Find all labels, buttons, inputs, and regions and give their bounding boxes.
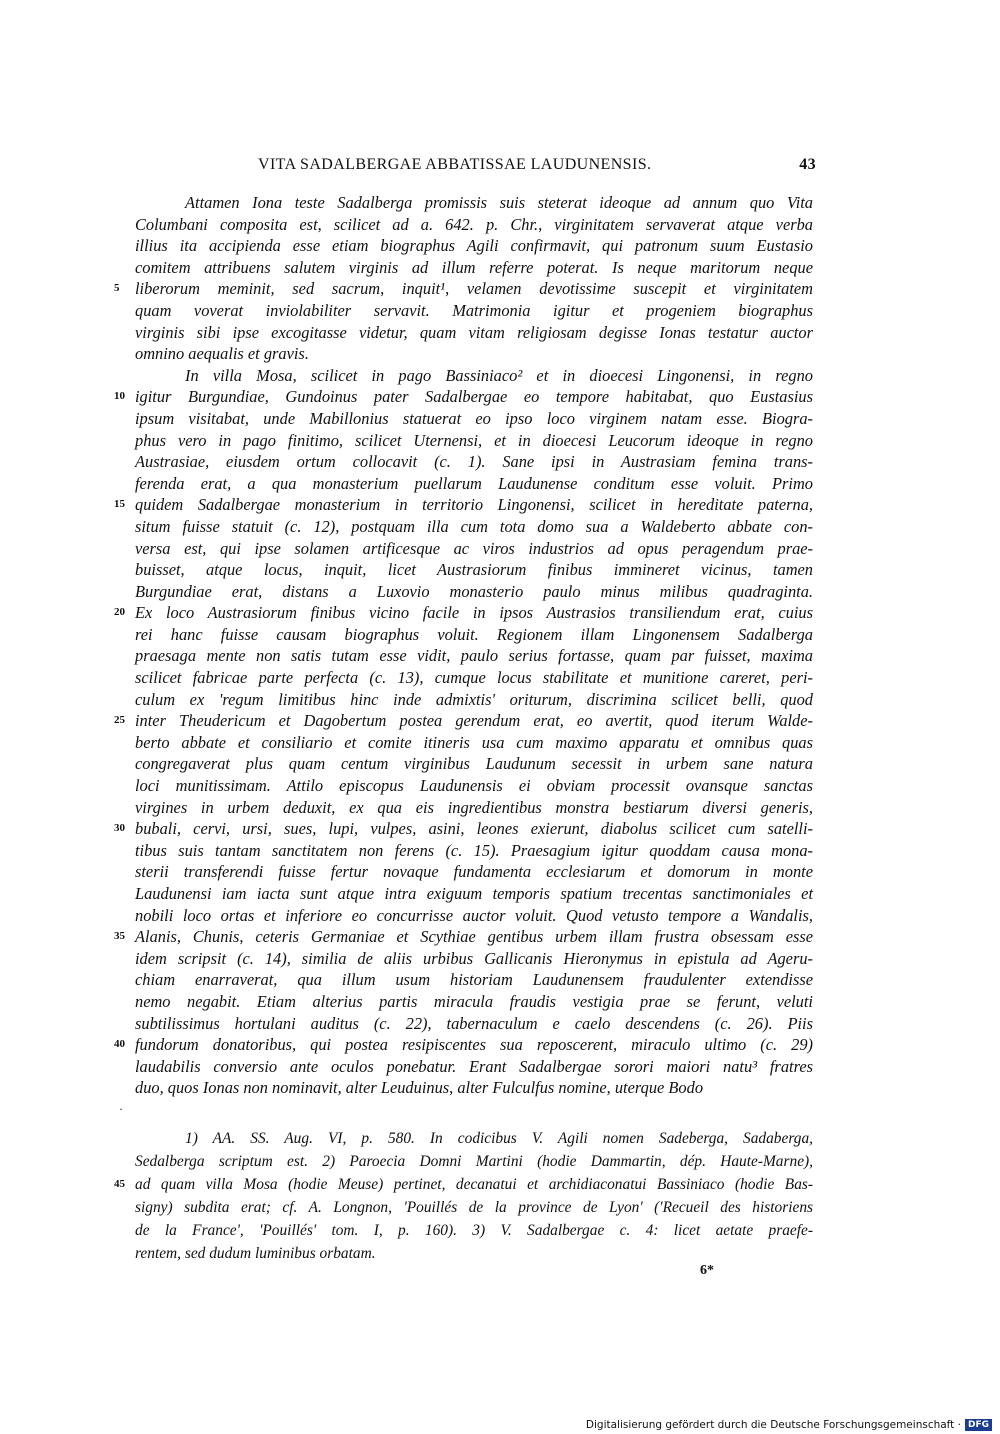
line-text: nemo negabit. Etiam alterius partis miracula fraudis vestigia prae se ferunt, veluti [135,991,813,1011]
line-text: ipsum visitabat, unde Mabillonius statuerat eo ipso loco virginem natam esse. Biogra- [135,408,813,428]
line-text: buisset, atque locus, inquit, licet Austrasiorum finibus immineret vicinus, tamen [135,560,813,580]
line-text: duo, quos Ionas non nominavit, alter Leuduinus, alter Fulculfus nomine, uterque Bodo [135,1078,704,1098]
text-line [135,430,813,452]
line-number: 25 [114,714,125,727]
line-text: loci munitissimam. Attilo episcopus Laudunensis ei obviam processit ovansque sanctas [135,776,813,796]
line-text: 1) AA. SS. Aug. VI, p. 580. In codicibus V. Agili nomen Sadeberga, Sadaberga, [185,1130,813,1147]
line-text: phus vero in pago finitimo, scilicet Uternensi, et in dioecesi Leucorum ideoque in regno [135,430,813,450]
text-line [135,451,813,473]
text-line [114,710,813,732]
line-text: Burgundiae erat, distans a Luxovio monasterio paulo minus milibus quadraginta. [135,581,813,601]
line-text: congregaverat plus quam centum virginibus Laudunum secessit in urbem sane natura [135,754,813,774]
line-text: fundorum donatoribus, qui postea resipiscentes sua reposcerent, miraculo ultimo (c. 29) [135,1035,813,1055]
text-line [114,1034,813,1056]
footnotes [114,1127,813,1265]
line-text: chiam enarraverat, qua illum usum historiam Laudunensem fraudulenter extendisse [135,970,813,990]
line-text: Sedalberga scriptum est. 2) Paroecia Domni Martini (hodie Dammartin, dép. Haute-Marne), [135,1153,813,1170]
text-line [135,1013,813,1035]
text-line [135,753,813,775]
line-text: rei hanc fuisse causam biographus voluit. Regionem illam Lingonensem Sadalberga [135,624,813,644]
text-line [135,883,813,905]
line-text: virginis sibi ipse excogitasse videtur, quam vitam religiosam degisse Ionas testatur auctor [135,322,813,342]
page-number: 43 [799,156,816,173]
line-text: praesaga mente non satis tutam esse vidit, paulo serius fortasse, quam par fuisset, maxima [135,646,813,666]
text-line [135,861,813,883]
running-header [258,156,816,180]
line-text: bubali, cervi, ursi, sues, lupi, vulpes, asini, leones exierunt, diabolus scilicet cum satelli- [135,819,813,839]
line-text: scilicet fabricae parte perfecta (c. 13), cumque locus stabilitate et munitione careret, peri- [135,668,813,688]
line-text: rentem, sed dudum luminibus orbatam. [135,1245,376,1262]
line-text: berto abbate et consiliario et comite itineris usa cum maximo apparatu et omnibus quas [135,732,813,752]
text-line [135,948,813,970]
text-line [135,192,813,214]
line-text: quam voverat inviolabiliter servavit. Matrimonia igitur et progeniem biographus [135,300,813,320]
text-line [135,1056,813,1078]
text-line [114,278,813,300]
text-line [114,494,813,516]
main-text [114,192,813,1099]
line-text: Alanis, Chunis, ceteris Germaniae et Scythiae gentibus urbem illam frustra obsessam esse [135,927,813,947]
line-text: laudabilis conversio ante oculos ponebatur. Erant Sadalbergae sorori maiori natu³ fratres [135,1056,813,1076]
footnote-line [135,1127,813,1150]
dfg-logo: DFG [965,1419,992,1431]
text-line [135,1077,813,1099]
text-line [114,386,813,408]
line-text: In villa Mosa, scilicet in pago Bassiniaco² et in dioecesi Lingonensi, in regno [185,365,813,385]
line-text: comitem attribuens salutem virginis ad illum referre poterat. Is neque maritorum neque [135,257,813,277]
footnote-line [114,1173,813,1196]
text-line [135,322,813,344]
text-line [114,926,813,948]
line-text: virgines in urbem deduxit, ex qua eis ingredientibus monstra bestiarum diversi generis, [135,797,813,817]
line-text: omnino aequalis et gravis. [135,344,309,364]
line-number: 5 [114,282,120,295]
digitization-credit [586,1418,992,1432]
text-line [135,516,813,538]
text-line [135,214,813,236]
line-number: 45 [114,1178,125,1190]
line-text: sterii transferendi fuisse fertur novaque fundamenta ecclesiarum et domorum in monte [135,862,813,882]
line-text: ferenda erat, a qua monasterium puellarum Laudunense conditum esse voluit. Primo [135,473,813,493]
line-text: inter Theudericum et Dagobertum postea gerendum erat, eo avertit, quod iterum Walde- [135,711,813,731]
text-line [135,235,813,257]
footnote-line [135,1196,813,1219]
text-line [135,905,813,927]
text-line [135,538,813,560]
line-text: Attamen Iona teste Sadalberga promissis suis steterat ideoque ad annum quo Vita [185,193,813,212]
text-line [135,624,813,646]
line-text: nobili loco ortas et inferiore eo concurrisse auctor voluit. Quod vetusto tempore a Wandalis, [135,905,813,925]
line-number: 40 [114,1038,125,1051]
line-text: idem scripsit (c. 14), similia de aliis urbibus Gallicanis Hieronymus in epistula ad Ageru- [135,948,813,968]
text-line [135,840,813,862]
footnote-line [135,1150,813,1173]
line-number: 35 [114,930,125,943]
line-text: ad quam villa Mosa (hodie Meuse) pertinet, decanatui et archidiaconatui Bassiniaco (hodie Bas- [135,1176,813,1193]
text-line [135,775,813,797]
line-number: 15 [114,498,125,511]
line-text: situm fuisse statuit (c. 12), postquam illa cum tota domo sua a Waldeberto abbate con- [135,516,813,536]
line-text: quidem Sadalbergae monasterium in territorio Lingonensi, scilicet in hereditate paterna, [135,495,813,515]
text-line [135,408,813,430]
footnote-line [135,1242,813,1265]
text-line [135,257,813,279]
line-number: 20 [114,606,125,619]
line-text: de la France', 'Pouillés' tom. I, p. 160). 3) V. Sadalbergae c. 4: licet aetate praefe- [135,1222,813,1239]
line-text: versa est, qui ipse solamen artificesque ac viros industrios ad opus peragendum prae- [135,538,813,558]
text-line [135,343,813,365]
text-line [135,473,813,495]
line-text: Austrasiae, eiusdem ortum collocavit (c. 1). Sane ipsi in Austrasiam femina trans- [135,452,813,472]
margin-dot: · [119,1102,123,1116]
line-number: 30 [114,822,125,835]
line-text: subtilissimus hortulani auditus (c. 22), tabernaculum e caelo descendens (c. 26). Piis [135,1013,813,1033]
line-text: igitur Burgundiae, Gundoinus pater Sadalbergae eo tempore habitabat, quo Eustasius [135,387,813,407]
line-text: Ex loco Austrasiorum finibus vicino facile in ipsos Austrasios transiliendum erat, cuius [135,603,813,623]
line-text: signy) subdita erat; cf. A. Longnon, 'Pouillés de la province de Lyon' ('Recueil des historiens [135,1199,813,1216]
text-line [135,559,813,581]
line-text: Columbani composita est, scilicet ad a. 642. p. Chr., virginitatem servaverat atque verba [135,214,813,234]
text-line [135,969,813,991]
line-text: Laudunensi iam iacta sunt atque intra exiguum temporis spatium trecentas sanctimoniales et [135,884,813,903]
line-text: culum ex 'regum limitibus hinc inde admixtis' oriturum, discrimina scilicet belli, quod [135,689,813,709]
line-text: illius ita accipienda esse etiam biographus Agili confirmavit, qui patronum suum Eustasio [135,236,813,256]
line-text: tibus suis tantam sanctitatem non ferens (c. 15). Praesagium igitur quoddam causa mona- [135,840,813,860]
text-line [135,645,813,667]
text-line [135,300,813,322]
credit-text: Digitalisierung gefördert durch die Deutsche Forschungsgemeinschaft · [585,1419,961,1431]
text-line [135,797,813,819]
text-line [135,689,813,711]
text-line [135,991,813,1013]
line-text: liberorum meminit, sed sacrum, inquit¹, velamen devotissime suscepit et virginitatem [135,279,813,299]
text-line [135,667,813,689]
text-line [135,365,813,387]
running-title: VITA SADALBERGAE ABBATISSAE LAUDUNENSIS. [258,156,652,173]
text-line [114,602,813,624]
footnote-line [135,1219,813,1242]
text-line [135,581,813,603]
text-line [135,732,813,754]
line-number: 10 [114,390,125,403]
signature-mark: 6* [700,1263,714,1278]
text-line [114,818,813,840]
